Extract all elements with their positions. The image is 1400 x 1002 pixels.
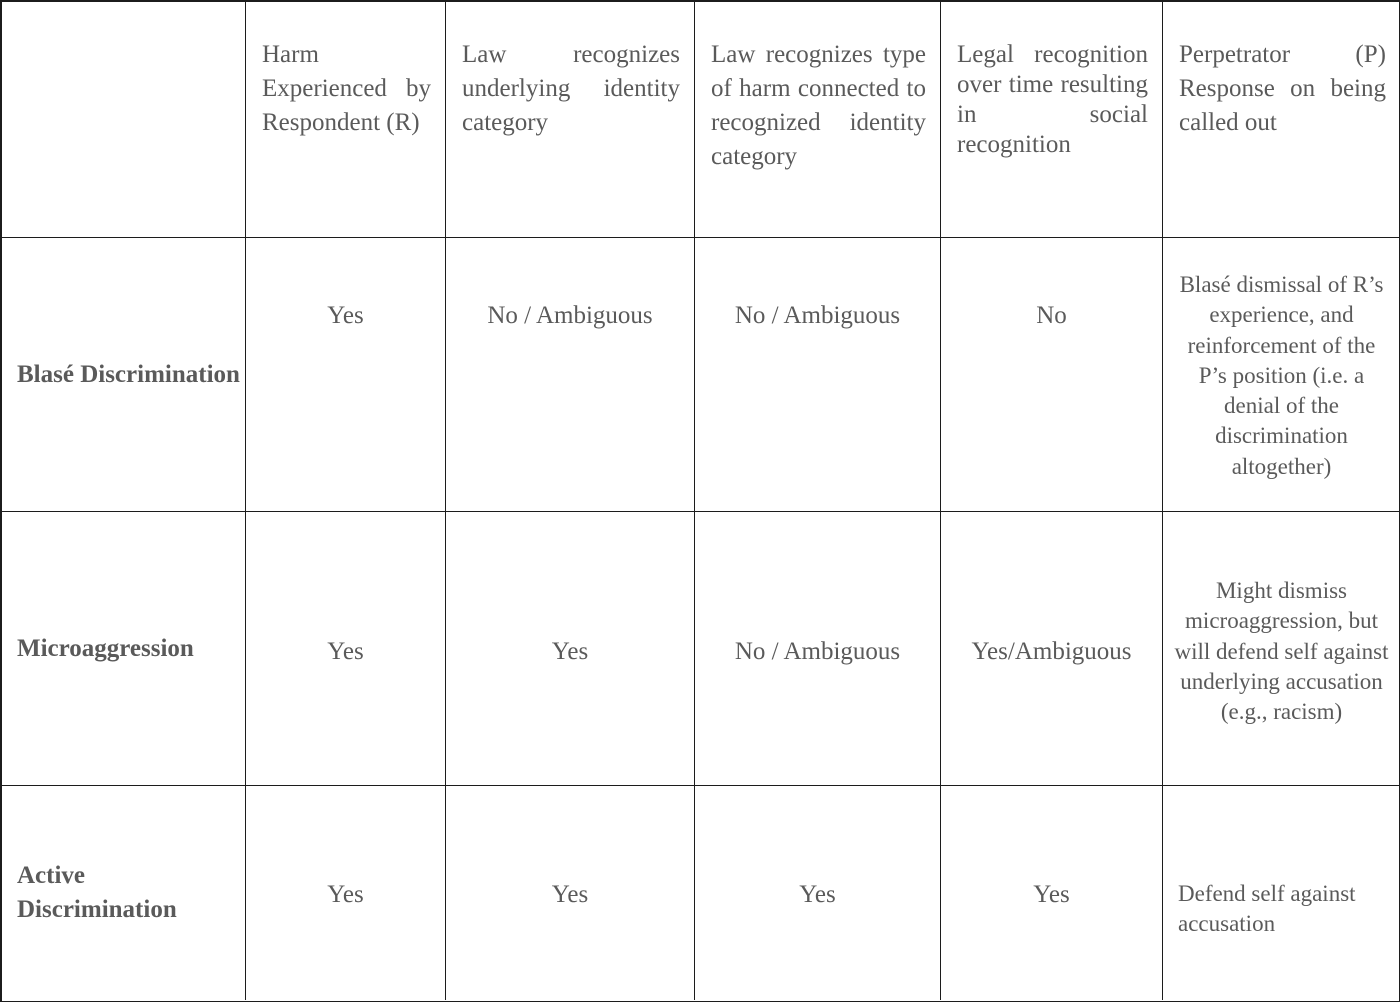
- cell-blase-law-identity: No / Ambiguous: [446, 238, 695, 512]
- cell-micro-harm: Yes: [246, 512, 446, 786]
- cell-micro-law-harm: No / Ambiguous: [695, 512, 941, 786]
- cell-active-legal-recognition: Yes: [941, 786, 1163, 1000]
- cell-micro-law-identity: Yes: [446, 512, 695, 786]
- header-harm-experienced: Harm Experienced by Respondent (R): [246, 2, 446, 238]
- cell-blase-perpetrator-response: Blasé dismissal of R’s experience, and reinforcement of the P’s position (i.e. a denial of the discrimination altogether): [1163, 238, 1400, 512]
- header-perpetrator-response: Perpetrator (P) Response on being called out: [1163, 2, 1400, 238]
- cell-active-law-identity: Yes: [446, 786, 695, 1000]
- cell-active-harm: Yes: [246, 786, 446, 1000]
- header-law-identity-category: Law recognizes underlying identity category: [446, 2, 695, 238]
- cell-micro-perpetrator-response: Might dismiss microaggression, but will defend self against underlying accusation (e.g., racism): [1163, 512, 1400, 786]
- header-legal-recognition-over-time: Legal recognition over time resulting in social recognition: [941, 2, 1163, 238]
- row-label-text: Microaggression: [17, 634, 194, 662]
- cell-blase-harm: Yes: [246, 238, 446, 512]
- row-label-active-discrimination: [2, 786, 246, 1000]
- cell-active-perpetrator-response: Defend self against accusation: [1178, 881, 1356, 937]
- cell-blase-law-harm: No / Ambiguous: [695, 238, 941, 512]
- row-label-text: Active Discrimination: [17, 862, 177, 923]
- cell-active-law-harm: Yes: [695, 786, 941, 1000]
- header-law-harm-type: Law recognizes type of harm connected to recognized identity category: [695, 2, 941, 238]
- cell-micro-legal-recognition: Yes/Ambiguous: [941, 512, 1163, 786]
- row-label-blase-discrimination: [2, 238, 246, 512]
- row-label-text: Blasé Discrimination: [17, 360, 240, 388]
- header-cell-corner: [2, 2, 246, 238]
- cell-blase-legal-recognition: No: [941, 238, 1163, 512]
- row-label-microaggression: [2, 512, 246, 786]
